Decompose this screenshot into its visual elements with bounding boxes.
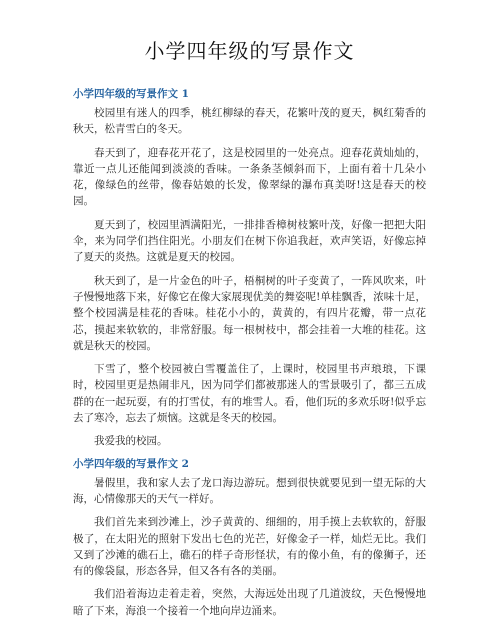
essay-section-1 [73, 86, 426, 450]
document-title: 小学四年级的写景作文 [144, 39, 355, 63]
paragraph: 暑假里，我和家人去了龙口海边游玩。想到很快就要见到一望无际的大海，心情像那天的天气一样好。 [73, 476, 426, 505]
section-heading-1: 小学四年级的写景作文 1 [73, 88, 189, 100]
paragraph: 春天到了，迎春花开花了，这是校园里的一处亮点。迎春花黄灿灿的，靠近一点儿还能闻到淡淡的香味。一条条茎倾斜而下，上面有着十几朵小花，像绿色的丝带，像春姑娘的长发，像翠绿的瀑布真美呀!这是春天的校园。 [73, 146, 426, 208]
paragraph: 我们沿着海边走着走着，突然，大海远处出现了几道波纹，天色慢慢地暗了下来，海浪一个接着一个地向岸边涌来。 [73, 588, 426, 617]
essay-section-2 [73, 456, 426, 619]
paragraph: 夏天到了，校园里洒满阳光，一排排香樟树枝繁叶茂，好像一把把大阳伞，来为同学们挡住阳光。小朋友们在树下你追我赶，欢声笑语，好像忘掉了夏天的炎热。这就是夏天的校园。 [73, 218, 426, 264]
section-heading-2: 小学四年级的写景作文 2 [73, 457, 189, 470]
paragraph: 我爱我的校园。 [94, 435, 168, 448]
document-page [0, 38, 500, 617]
paragraph: 秋天到了，是一片金色的叶子，梧桐树的叶子变黄了，一阵风吹来，叶子慢慢地落下来，好像它在像大家展现优美的舞姿呢!单桂飘香，浓味十足，整个校园满是桂花的香味。桂花小小的，黄黄的，有四片花瓣，带一点花芯，摸起来软软的，非常舒服。每一根树枝中，都会挂着一大堆的桂花。这就是秋天的校园。 [73, 274, 426, 352]
paragraph: 校园里有迷人的四季，桃红柳绿的春天，花繁叶茂的夏天，枫红菊香的秋天，松青雪白的冬天。 [73, 107, 426, 136]
paragraph: 下雪了，整个校园被白雪覆盖住了，上课时，校园里书声琅琅，下课时，校园里更是热闹非凡，因为同学们都被那迷人的雪景吸引了，都三五成群的在一起玩耍，有的打雪仗，有的堆雪人。看，他们玩的多欢乐呀!似乎忘去了寒冷，忘去了烦恼。这就是冬天的校园。 [73, 363, 426, 425]
paragraph: 我们首先来到沙滩上，沙子黄黄的、细细的，用手摸上去软软的，舒服极了，在太阳光的照射下发出七色的光芒，好像金子一样，灿烂无比。我们又到了沙滩的礁石上，礁石的样子奇形怪状，有的像小鱼，有的像狮子，还有的像袋鼠，形态各异，但又各有各的美丽。 [73, 516, 426, 578]
